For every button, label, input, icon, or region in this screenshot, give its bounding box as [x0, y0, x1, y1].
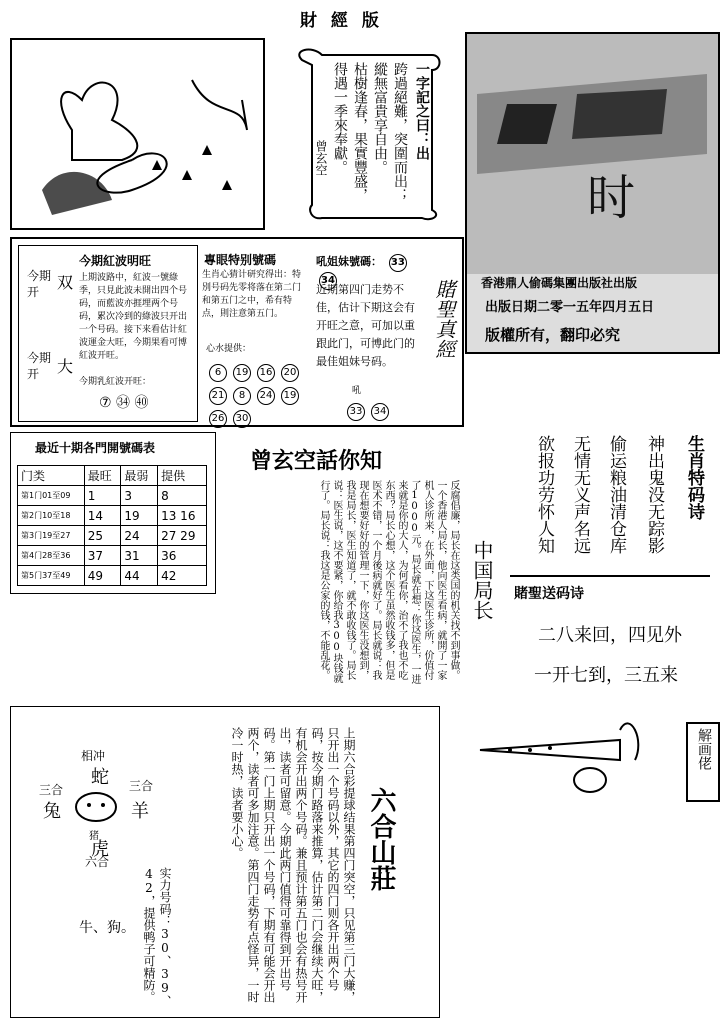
table-header-tip: 提供	[158, 466, 207, 486]
red-wave-section	[18, 245, 198, 422]
zodiac-snake: 蛇	[91, 767, 109, 788]
bonus-suffix: 吼	[352, 386, 362, 396]
poem-line-2: 偷运粮油清仓库	[606, 435, 626, 554]
liuhe-title: 六合山莊	[366, 787, 396, 891]
poem-panel	[500, 425, 722, 715]
special-section	[200, 245, 310, 424]
bonus-num-1: 33	[389, 254, 407, 272]
red-wave-sub: 今期乳紅波开旺：	[79, 377, 152, 387]
special-circle-6: 8	[233, 387, 251, 405]
scroll-line-1: 跨過絕難，突圍而出；	[392, 62, 408, 202]
bonus-bottom-numbers	[344, 399, 392, 421]
bonus-title: 吼姐妹號碼： 3334	[316, 253, 424, 290]
special-circle-3: 16	[257, 364, 275, 382]
page-header: 財 經 版	[300, 11, 383, 31]
table-row: 第3门19至27 25 24 27 29	[18, 526, 207, 546]
table-row: 第1门01至09 1 3 8	[18, 486, 207, 506]
promo-line-1: 香港鼎人偷碼集團出版社出版	[481, 276, 638, 290]
promo-artwork	[467, 34, 718, 274]
vertical-title-dusheng: 賭聖真經	[432, 279, 456, 359]
bonus-num-2: 34	[319, 272, 337, 290]
pig-icon	[71, 787, 121, 827]
special-circle-9: 26	[209, 410, 227, 428]
poem-line-1: 神出鬼没无踪影	[644, 435, 664, 554]
special-circle-8: 19	[281, 387, 299, 405]
poem-title: 生肖特码诗	[684, 435, 704, 520]
story-author: 中国局长	[470, 540, 494, 620]
poem-divider	[510, 575, 710, 577]
scroll-line-3: 枯樹逢春，果實豐盛，	[352, 62, 368, 202]
table-header-cold: 最弱	[121, 466, 158, 486]
red-num-1: ⑦	[99, 395, 112, 411]
special-label: 心水提供：	[206, 344, 252, 354]
zodiac-liuhe: 六合	[85, 855, 110, 869]
bonus-bottom-2: 34	[371, 403, 389, 421]
scroll-title: 一字記之曰：出	[414, 62, 430, 160]
zodiac-footer: 牛、狗。	[79, 920, 135, 936]
table-title: 最近十期各門開號碼表	[35, 441, 156, 455]
special-title: 專眼特别號碼	[204, 253, 277, 267]
send-poem-line-1: 二八来回，四见外	[538, 625, 682, 646]
open-label-2: 今期开	[27, 351, 52, 381]
open-label-1: 今期开	[27, 269, 52, 299]
send-poem-line-2: 一开七到，三五来	[534, 665, 678, 686]
cartoon-dog	[470, 720, 650, 840]
table-header-door: 门类	[18, 466, 85, 486]
poem-line-4: 欲报功劳怀人知	[534, 435, 554, 554]
red-wave-title: 今期紅波明旺	[79, 254, 152, 268]
promo-line-2: 出版日期二零一五年四月五日	[485, 300, 655, 315]
giraffe-illustration	[12, 40, 263, 228]
table-header-hot: 最旺	[84, 466, 121, 486]
promo-panel	[465, 32, 720, 354]
cartoon-giraffe-panel	[10, 38, 265, 230]
row2-panel	[10, 237, 464, 427]
open-value-2: 大	[57, 357, 74, 376]
special-circle-2: 19	[233, 364, 251, 382]
bonus-text: 近期第四门走势不佳，估计下期这会有开旺之意，可加以重跟此门，可博此门的最佳姐妹号码。	[316, 283, 415, 368]
table-row: 第2门10至18 14 19 13 16	[18, 506, 207, 526]
red-wave-text: 上期波路中，紅波一號綠季，只見此波未開出四个号码，而藍波亦捱埋两个号码，累次冷到的綠波只开出一个号码。接下来看估计紅波運金大旺，今期果看可博紅波开旺。	[79, 273, 188, 361]
table-row: 第5门37至49 49 44 42	[18, 566, 207, 586]
story-text: 反腐倡廉，局长在这类国的机关找不到事做。一个香港人局长，他向医生看病，就開了一家机人诊所来，在外面，下这医生诊所，价值付了1000元。局长就在想：你这医生，一进来就是你的大人，为何看你，治不了我也不吃东西？局长心想，这个医生虽然收钱多，但是医术不错，一个月後病就好了。局长就说：我现在想要好好的管理一下，你这医生没想到，我是局长，医生知道了，就不敢收钱了。局长说：医生说，这不要紧，你给我300块钱就行了。局长说：我这是公家的钱，不能乱花。	[318, 480, 459, 684]
special-circle-10: 30	[233, 410, 251, 428]
red-num-3: ㊵	[134, 395, 149, 411]
bonus-bottom-1: 33	[347, 403, 365, 421]
zodiac-xiangchong: 相冲	[81, 749, 106, 763]
zodiac-sanhe-1: 三合	[39, 783, 64, 797]
scroll-line-4: 得遇一季來奉獻。	[332, 62, 348, 174]
zodiac-center: 猪	[89, 831, 99, 842]
open-value-1: 双	[57, 273, 74, 292]
bonus-section	[314, 245, 424, 420]
special-circles	[206, 359, 306, 428]
zodiac-rabbit: 兔	[43, 801, 61, 822]
red-wave-numbers	[99, 392, 148, 412]
red-num-2: ㉞	[116, 395, 131, 411]
zodiac-goat: 羊	[131, 801, 149, 822]
scroll-line-2: 縱無富貴享自由。	[372, 62, 388, 174]
scroll-poem	[282, 40, 452, 225]
special-circle-5: 21	[209, 387, 227, 405]
poem-line-3: 无情无义声名远	[570, 435, 590, 554]
svg-text:时: 时	[587, 170, 636, 226]
send-poem-title: 賭聖送码诗	[514, 586, 584, 602]
zodiac-tiger: 虎	[91, 839, 109, 860]
liuhe-tip: 实力号码：30、39、42，提供鸭子可精防。	[142, 867, 172, 1007]
story-title: 曾玄空話你知	[250, 448, 383, 474]
table-row: 第4门28至36 37 31 36	[18, 546, 207, 566]
special-text: 生肖心猜计研究得出：特別号码先零将落在第二门和第五门之中，希有特点，則注意第五门。	[202, 270, 302, 319]
scroll-author: 曾玄空	[314, 140, 328, 176]
liuhe-text: 上期六合彩提球结果第四门突空，只见第三门大赚，只开出一个号码以外，其它的四门则各开出两个号码，按今期门路落来推算，估计第二门会继续大旺，有机会开出两个号码。兼且预计第五门也会有热号开出，读者可留意。今期此两门值得可靠得到开出号码。第一门上期只开出一个号码，下期有可能会开出两个，读者可多加注意。第四门走势有点怪异，一时冷一时热，读者要小心。	[230, 727, 356, 1003]
zodiac-sanhe-2: 三合	[129, 779, 154, 793]
cartoon-label: 解画佬	[686, 722, 720, 802]
special-circle-4: 20	[281, 364, 299, 382]
promo-line-3: 版權所有，翻印必究	[485, 326, 621, 344]
liuhe-byline: 提供生肖精防	[1, 830, 2, 836]
special-circle-7: 24	[257, 387, 275, 405]
special-circle-1: 6	[209, 364, 227, 382]
zodiac-panel	[10, 706, 440, 1018]
